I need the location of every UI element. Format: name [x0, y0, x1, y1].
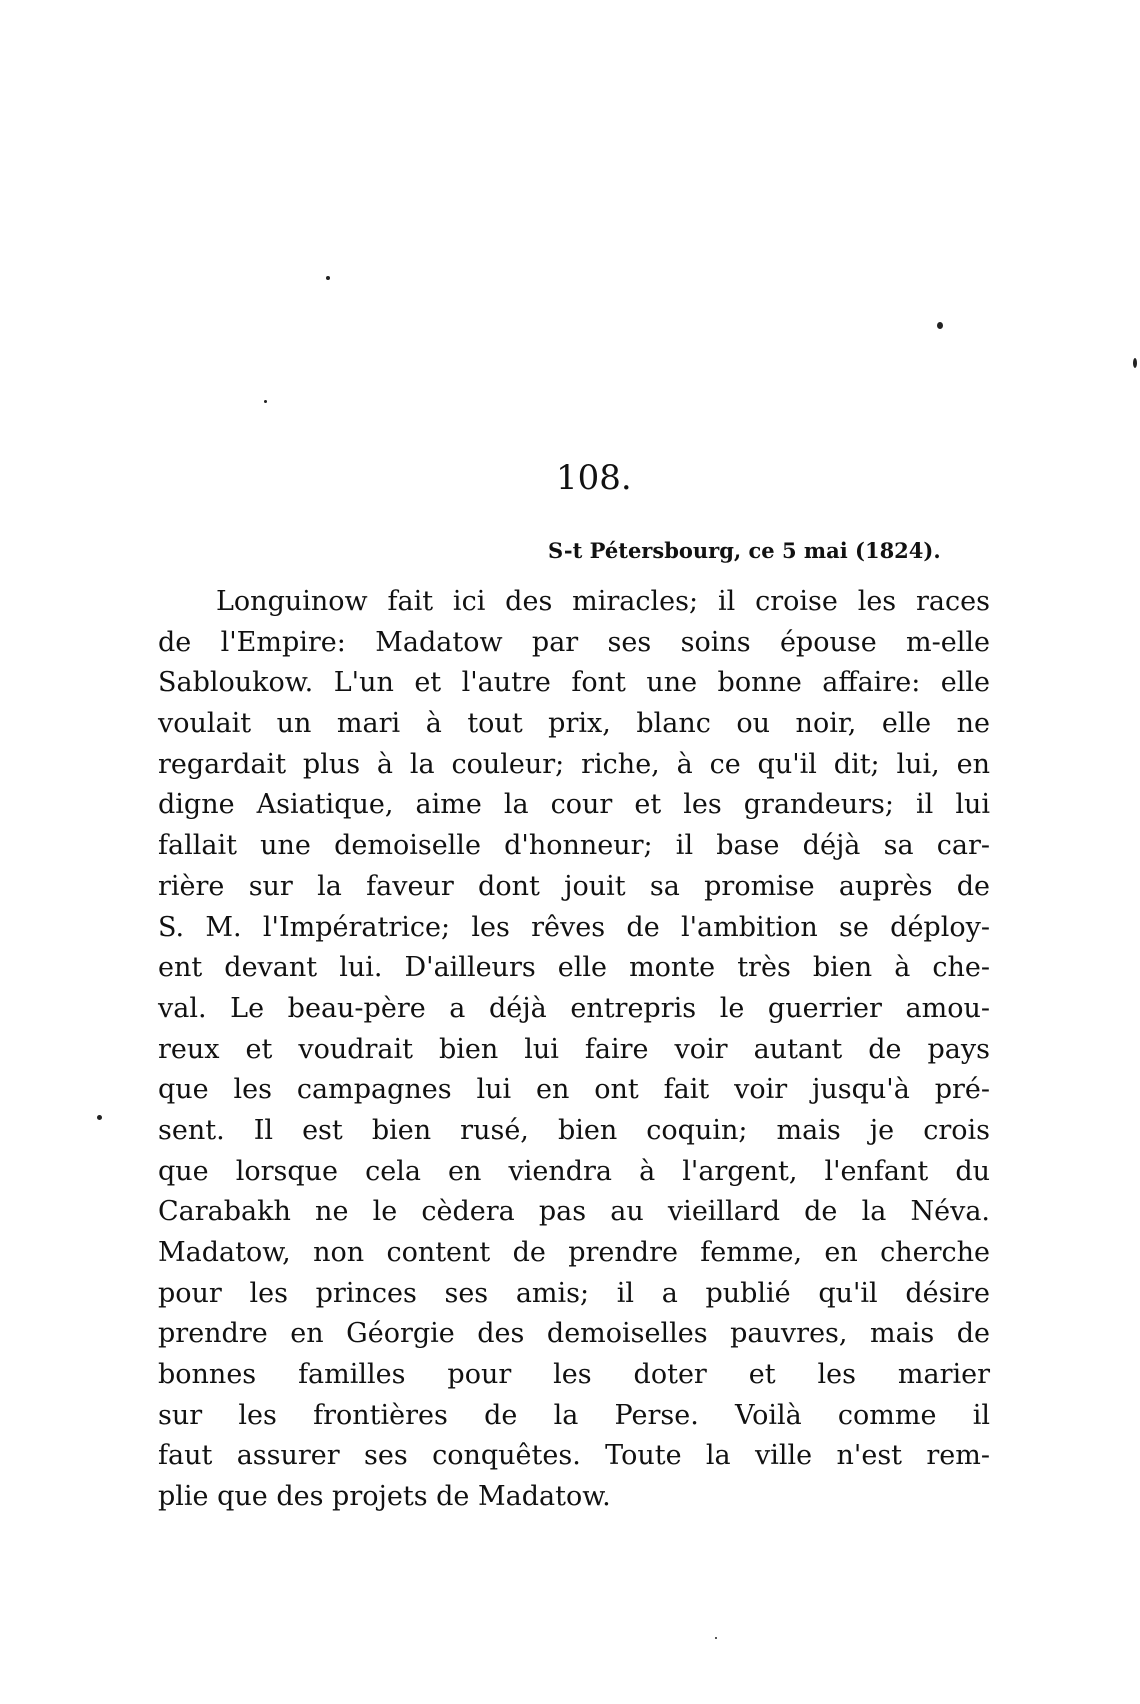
text-line: sur les frontières de la Perse. Voilà comme il — [158, 1399, 990, 1431]
text-line: bonnes familles pour les doter et les marier — [158, 1359, 990, 1391]
text-line: Madatow, non content de prendre femme, en cherche — [158, 1237, 990, 1268]
text-line: ent devant lui. D'ailleurs elle monte très bien à che- — [158, 952, 990, 984]
text-line: sent. Il est bien rusé, bien coquin; mais je crois — [158, 1114, 990, 1146]
text-line: pour les princes ses amis; il a publié qu'il désire — [158, 1277, 990, 1309]
dateline: S-t Pétersbourg, ce 5 mai (1824). — [548, 538, 941, 563]
text-line: que lorsque cela en viendra à l'argent, l'enfant du — [158, 1155, 990, 1187]
letter-number: 108. — [556, 458, 632, 498]
scan-speck — [97, 1115, 102, 1120]
text-line: prendre en Géorgie des demoiselles pauvres, mais de — [158, 1318, 990, 1350]
text-line: Longuinow fait ici des miracles; il croise les races — [216, 586, 990, 617]
letter-body — [158, 582, 990, 1518]
text-line: Sabloukow. L'un et l'autre font une bonne affaire: elle — [158, 667, 990, 699]
scan-speck — [264, 400, 267, 403]
text-line: fallait une demoiselle d'honneur; il base déjà sa car- — [158, 830, 990, 862]
text-line: Carabakh ne le cèdera pas au vieillard de la Néva. — [158, 1196, 990, 1228]
text-line: de l'Empire: Madatow par ses soins épouse m-elle — [158, 626, 990, 658]
scan-speck — [326, 276, 330, 280]
scan-speck — [715, 1637, 717, 1639]
scan-speck — [1133, 358, 1137, 368]
text-line: faut assurer ses conquêtes. Toute la ville n'est rem- — [158, 1440, 990, 1472]
text-line: voulait un mari à tout prix, blanc ou noir, elle ne — [158, 708, 990, 740]
text-line: que les campagnes lui en ont fait voir jusqu'à pré- — [158, 1074, 990, 1106]
text-line: rière sur la faveur dont jouit sa promise auprès de — [158, 870, 990, 902]
text-line: digne Asiatique, aime la cour et les grandeurs; il lui — [158, 789, 990, 821]
text-line: regardait plus à la couleur; riche, à ce qu'il dit; lui, en — [158, 748, 990, 780]
text-line: S. M. l'Impératrice; les rêves de l'ambition se déploy- — [158, 911, 990, 943]
text-line: reux et voudrait bien lui faire voir autant de pays — [158, 1033, 990, 1065]
text-line: val. Le beau-père a déjà entrepris le guerrier amou- — [158, 992, 990, 1024]
scan-speck — [937, 322, 943, 329]
text-line: plie que des projets de Madatow. — [158, 1481, 611, 1513]
